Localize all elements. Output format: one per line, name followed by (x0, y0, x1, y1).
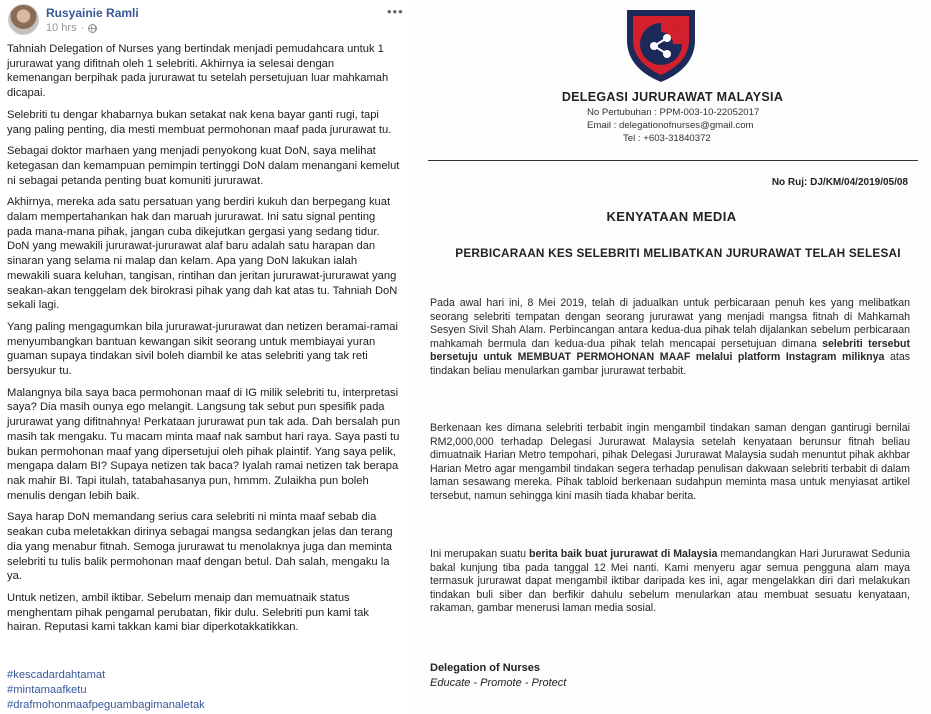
post-author[interactable]: Rusyainie Ramli (46, 6, 139, 20)
document-paragraph (430, 297, 910, 379)
tel-label: Tel : (623, 133, 641, 144)
hashtag-link[interactable]: #kescadardahtamat (7, 669, 106, 681)
tel-number: +603-31840372 (643, 133, 711, 144)
hashtag-link[interactable]: #mintamaafketu (7, 684, 87, 696)
hashtag-link[interactable]: #drafmohonmaafpeguambagimanaletak (7, 699, 205, 711)
paragraph-text: atas tindakan beliau menularkan gambar jururawat terbabit. (430, 351, 911, 377)
meta-separator: · (80, 22, 85, 34)
document-paragraph: Berkenaan kes dimana selebriti terbabit ingin mengambil tindakan saman dengan gantirugi bernilai RM2,000,000 terhadap Delegasi Jururawat Malaysia setelah kenyataan berunsur fitnah beliau dimuatnaik Harian Metro tempohari, pihak Delegasi Jururawat Malaysia sudah menuntut pihak akhbar Harian Metro agar mengambil tindakan segera terhadap penulisan dakwaan selebriti terbabit di dalam laman sesawang mereka. Pihak tabloid berkenaan sudahpun meminta masa untuk menyiasat artikel tersebut, namun sehingga kini masih tiada khabar berita. (430, 422, 910, 502)
hashtag-list (7, 668, 205, 713)
post-body (7, 42, 401, 642)
globe-icon (88, 24, 97, 33)
avatar[interactable] (8, 4, 39, 35)
reference-number: No Ruj: DJ/KM/04/2019/05/08 (771, 177, 908, 188)
facebook-post (0, 0, 408, 714)
paragraph-text: Ini merupakan suatu (430, 548, 529, 560)
post-paragraph: Untuk netizen, ambil iktibar. Sebelum menaip dan memuatnaik status menghentam pihak pengamal perubatan, fikir dulu. Selebriti pun kami tak hairan. Reputasi kami takkan kami biar diperkotakkatikkan. (7, 591, 369, 634)
registration-label: No Pertubuhan : (587, 107, 657, 118)
signature-name: Delegation of Nurses (430, 662, 541, 674)
post-paragraph: Yang paling mengagumkan bila jururawat-jururawat dan netizen beramai-ramai menyumbangkan bantuan kewangan sikit seorang untuk membiayai yuran guaman supaya tindakan sivil boleh diambil ke atas selebriti yang tak reti bersyukur tu. (7, 320, 398, 378)
registration-number: PPM-003-10-22052017 (659, 107, 760, 118)
more-options-icon[interactable]: ••• (387, 4, 404, 19)
post-paragraph: Sebagai doktor marhaen yang menjadi penyokong kuat DoN, saya melihat ketegasan dan kemampuan pemimpin tertinggi DoN dalam menangani kemelut ni sebagai petanda penting buat komuniti jururawat. (7, 145, 400, 187)
signature-block (430, 661, 566, 691)
paragraph-emphasis: berita baik buat jururawat di Malaysia (528, 548, 718, 560)
post-meta (46, 22, 97, 34)
document-subtitle: PERBICARAAN KES SELEBRITI MELIBATKAN JURURAWAT TELAH SELESAI (455, 246, 901, 260)
document-paragraph (430, 548, 910, 616)
post-paragraph: Tahniah Delegation of Nurses yang bertindak menjadi pemudahcara untuk 1 jururawat yang difitnah oleh 1 selebriti. Akhirnya ia selesai dengan kemenangan berpihak pada jururawat tu setelah persetujuan luar mahkamah dicapai. (7, 43, 389, 100)
organization-details (573, 106, 759, 145)
email-address: delegationofnurses@gmail.com (619, 120, 754, 131)
email-label: Email : (587, 120, 617, 131)
signature-motto: Educate - Promote - Protect (430, 677, 567, 689)
post-paragraph: Selebriti tu dengar khabarnya bukan setakat nak kena bayar ganti rugi, tapi yang paling penting, dia mesti membuat permohonan maaf pada jururawat tu. (7, 108, 392, 136)
paragraph-text: memandangkan Hari Jururawat Sedunia bakal kunjung tiba pada tanggal 12 Mei nanti. Kami menyeru agar semua pengguna alam maya termasuk jururawat dapat mengambil iktibar daripada kes ini, agar mengelakkan diri dari melakukan tindakan buli siber dan berfikir dahulu sebelum menularkan atau membuat sesuatu kenyataan, rakaman, gambar menerusi laman media sosial. (430, 548, 910, 615)
post-paragraph: Saya harap DoN memandang serius cara selebriti ni minta maaf sebab dia seakan cuba meletakkan dirinya sebagai mangsa sedangkan jelas dan terang dia yang menabur fitnah. Semoga jururawat tu menolaknya juga dan meminta selebriti tu tulis balik permohonan maaf dengan betul. Dah salah, mengaku la ya. (7, 511, 393, 583)
press-release-image[interactable] (408, 0, 931, 714)
share-shield-logo (623, 6, 699, 84)
post-timestamp[interactable]: 10 hrs (46, 22, 77, 34)
paragraph-emphasis: selebriti tersebut bersetuju untuk MEMBUAT PERMOHONAN MAAF melalui platform Instagram miliknya (430, 337, 910, 364)
header-divider (428, 160, 918, 161)
organization-name: DELEGASI JURURAWAT MALAYSIA (561, 90, 784, 104)
post-paragraph: Malangnya bila saya baca permohonan maaf di IG milik selebriti tu, interpretasi saya? Dia masih ounya ego melangit. Langsung tak sebut pun spesifik pada jururawat yang difitnahnya! Perkataan jururawat pun tak ada. Dah bersalah pun masih tak mengaku. Tu macam minta maaf nak sambut hari raya. Saya pasti tu bukan permohonan maaf yang dipersetujui oleh pihak plaintif. Yang saya pelik, mengapa dalam BI? Supaya netizen tak baca? Iyalah ramai netizen tak berapa nak mahir BI. Tapi itulah, tatabahasanya pun, hmmm. Zulaikha pun boleh menulis dengan lebih baik. (7, 386, 401, 502)
document-title: KENYATAAN MEDIA (606, 209, 737, 224)
post-paragraph: Akhirnya, mereka ada satu persatuan yang berdiri kukuh dan berpegang kuat dalam mempertahankan hak dan maruah jururawat. Ini satu signal penting pada mana-mana pihak, jangan cuba dikejutkan gergasi yang sedang tidur. DoN yang mewakili jururawat-jururawat alaf baru adalah satu harapan dan sinaran yang selama ni malap dan kelam. Apa yang DoN lakukan ialah mewakili suara keluhan, tangisan, rintihan dan jeritan jururawat-jururawat yang seakan-akan tenggelam dek birokrasi pihak yang dah kat atas tu. Tahniah DoN sekali lagi. (7, 196, 398, 312)
paragraph-text: Pada awal hari ini, 8 Mei 2019, telah di jadualkan untuk perbicaraan penuh kes yang melibatkan seorang selebriti tempatan dengan seorang jururawat yang menjadi mangsa fitnah di Mahkamah Sesyen Sivil Shah Alam. Perbincangan antara kedua-dua pihak telah dijalankan sebelum perbicaraan mahkamah bermula dan kedua-dua pihak telah mencapai persetujuan dimana (430, 297, 910, 350)
